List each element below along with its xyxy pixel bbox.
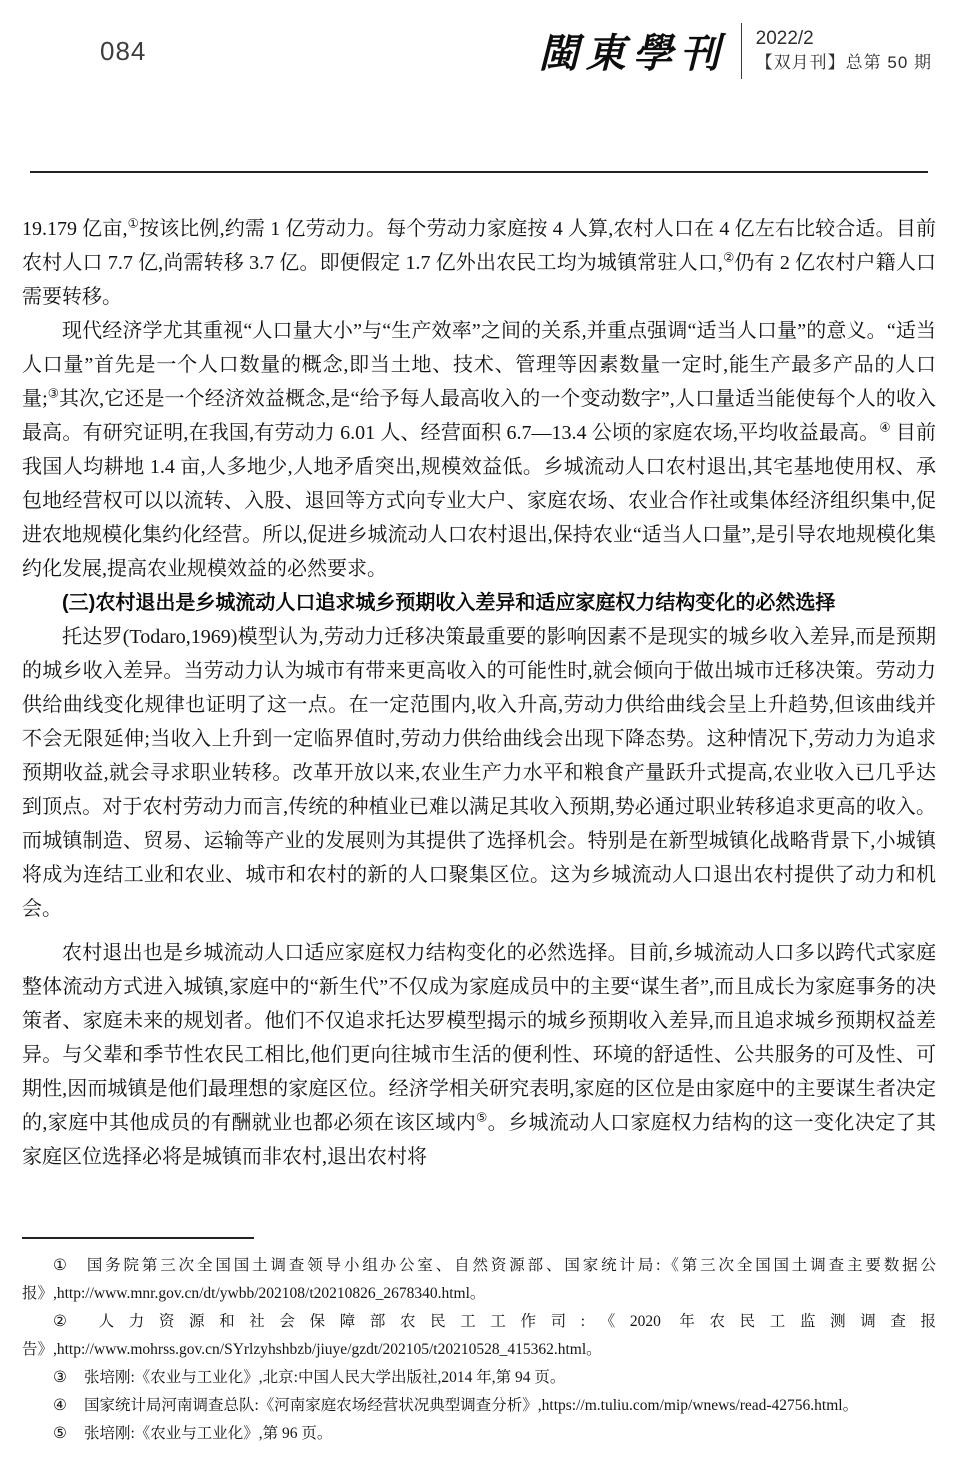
footnote <box>22 1392 936 1420</box>
footnote-text: 国家统计局河南调查总队:《河南家庭农场经营状况典型调查分析》,https://m.tuliu.com/mip/wnews/read-42756.html。 <box>83 1397 859 1414</box>
body-paragraph: 现代经济学尤其重视“人口量大小”与“生产效率”之间的关系,并重点强调“适当人口量”的意义。“适当人口量”首先是一个人口数量的概念,即当土地、技术、管理等因素数量一定时,能生产最多产品的人口量;③其次,它还是一个经济效益概念,是“给予每人最高收入的一个变动数字”,人口量适当能使每个人的收入最高。有研究证明,在我国,有劳动力 6.01 人、经营面积 6.7—13.4 公顷的家庭农场,平均收益最高。④ 目前我国人均耕地 1.4 亩,人多地少,人地矛盾突出,规模效益低。乡城流动人口农村退出,其宅基地使用权、承包地经营权可以以流转、入股、退回等方式向专业大户、家庭农场、农业合作社或集体经济组织集中,促进农地规模化集约化经营。所以,促进乡城流动人口农村退出,保持农业“适当人口量”,是引导农地规模化集约化发展,提高农业规模效益的必然要求。 <box>22 320 937 580</box>
page-number: 084 <box>100 36 147 66</box>
body-paragraph: 托达罗(Todaro,1969)模型认为,劳动力迁移决策最重要的影响因素不是现实的城乡收入差异,而是预期的城乡收入差异。当劳动力认为城市有带来更高收入的可能性时,就会倾向于做出城市迁移决策。劳动力供给曲线变化规律也证明了这一点。在一定范围内,收入升高,劳动力供给曲线会呈上升趋势,但该曲线并不会无限延伸;当收入上升到一定临界值时,劳动力供给曲线会出现下降态势。这种情况下,劳动力为追求预期收益,就会寻求职业转移。改革开放以来,农业生产力水平和粮食产量跃升式提高,农业收入已几乎达到顶点。对于农村劳动力而言,传统的种植业已难以满足其收入预期,势必通过职业转移追求更高的收入。而城镇制造、贸易、运输等产业的发展则为其提供了选择机会。特别是在新型城镇化战略背景下,小城镇将成为连结工业和农业、城市和农村的新的人口聚集区位。这为乡城流动人口退出农村提供了动力和机会。 <box>22 626 936 920</box>
footnote-marker: ③ <box>53 1369 67 1386</box>
header-rule <box>30 171 928 173</box>
footnote <box>22 1420 936 1448</box>
issue-number: 2022/2 <box>755 27 814 49</box>
issue-frequency: 【双月刊】总第 50 期 <box>755 52 932 72</box>
body-paragraph-continuation: 19.179 亿亩,①按该比例,约需 1 亿劳动力。每个劳动力家庭按 4 人算,农村人口在 4 亿左右比较合适。目前农村人口 7.7 亿,尚需转移 3.7 亿。即便假定 1.7 亿外出农民工均为城镇常驻人口,②仍有 2 亿农村户籍人口需要转移。 <box>22 216 937 308</box>
footnote-marker: ⑤ <box>53 1425 67 1442</box>
body-paragraph: 农村退出也是乡城流动人口适应家庭权力结构变化的必然选择。目前,乡城流动人口多以跨代式家庭整体流动方式进入城镇,家庭中的“新生代”不仅成为家庭成员中的主要“谋生者”,而且成长为家庭事务的决策者、家庭未来的规划者。他们不仅追求托达罗模型揭示的城乡预期收入差异,而且追求城乡预期权益差异。与父辈和季节性农民工相比,他们更向往城市生活的便利性、环境的舒适性、公共服务的可及性、可期性,因而城镇是他们最理想的家庭区位。经济学相关研究表明,家庭的区位是由家庭中的主要谋生者决定的,家庭中其他成员的有酬就业也都必须在该区域内⑤。乡城流动人口家庭权力结构的这一变化决定了其家庭区位选择必将是城镇而非农村,退出农村将 <box>22 942 937 1168</box>
footnote-marker: ② <box>53 1313 82 1330</box>
footnote <box>22 1308 936 1364</box>
footnote <box>22 1364 936 1392</box>
footnote-marker: ④ <box>53 1397 67 1414</box>
article-body <box>22 212 936 1174</box>
footnote-marker: ① <box>53 1257 70 1274</box>
footnote-text: 张培刚:《农业与工业化》,第 96 页。 <box>83 1425 333 1442</box>
footnote-text: 张培刚:《农业与工业化》,北京:中国人民大学出版社,2014 年,第 94 页。 <box>83 1369 566 1386</box>
footnote-separator-rule <box>22 1237 254 1239</box>
footnote-text: 国务院第三次全国国土调查领导小组办公室、自然资源部、国家统计局:《第三次全国国土调查主要数据公报》,http://www.mnr.gov.cn/dt/ywbb/202108/t20210826_2678340.html。 <box>22 1257 936 1302</box>
footnote <box>22 1252 936 1308</box>
footnotes-section <box>22 1252 936 1448</box>
section-heading: (三)农村退出是乡城流动人口追求城乡预期收入差异和适应家庭权力结构变化的必然选择 <box>62 592 836 614</box>
masthead-divider <box>741 23 742 79</box>
journal-title-logo: 閩東學刊 <box>538 30 727 77</box>
issue-info <box>756 27 932 75</box>
journal-masthead <box>539 22 932 79</box>
footnote-text: 人力资源和社会保障部农民工工作司:《2020 年农民工监测调查报告》,http://www.mohrss.gov.cn/SYrlzyhshbzb/jiuye/gzdt/202105/t20210528_415362.html。 <box>22 1313 936 1358</box>
